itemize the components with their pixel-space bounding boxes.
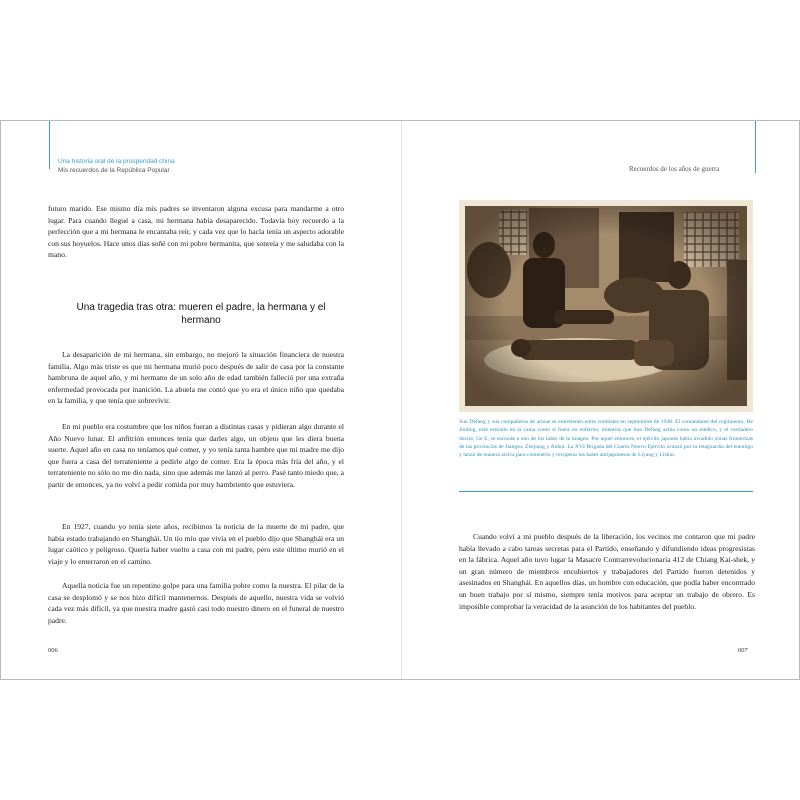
page-number-left: 006 <box>48 647 58 654</box>
chapter-title: Recuerdos de los años de guerra <box>629 165 720 173</box>
book-title: Una historia oral de la prosperidad china <box>58 158 175 165</box>
paragraph-3: En 1927, cuando yo tenía siete años, recibimos la noticia de la muerte de mi padre, que había estado trabajando en Shanghái. Un tío mío que vivía en el pueblo dijo que Shanghái era un lugar caótico y peligroso. Quería haber vuelto a casa con mi padre, pero este último murió en el viaje y lo enterraron en el camino. <box>48 522 344 566</box>
intro-paragraph: futuro marido. Ese mismo día mis padres se inventaron alguna excusa para mandarme a otro lugar. Para cuando llegué a casa, mi hermana había desaparecido. Todavía hoy recuerdo a la perfección que a mi hermana le encantaba reír, y cada vez que lo hacía tenía un aspecto adorable con sus hoyuelos. Hace unos días soñé con mi pobre hermanita, que sonreía y me saludaba con la mano. <box>48 204 344 260</box>
photo-caption: Sun Defang y sus compañeros de armas se entretienen entre combates en septiembre de 1940. El comandante del regimiento, He Jinding, está estirado en la cama como si fuera un enfermo, mientras que Sun Defang actúa como un médico, y el verdadero doctor, Ge E, se esconde a uno de los lados de la imagen. Por aquel entonces, el ejército japonés había invadido zonas fronterizas de las provincias de Jiangsu, Zhejiang y Anhui. La XVI Brigada del Cuarto Nuevo Ejército avanzó por la retaguardia del enemigo y lanzó de manera activa para contenerlo y recuperar las bases antijaponesas de Liyang y Lishui. <box>459 419 753 459</box>
section-heading: Una tragedia tras otra: mueren el padre, la hermana y el hermano <box>76 302 326 326</box>
page-gutter <box>401 121 402 679</box>
book-subtitle: Mis recuerdos de la República Popular <box>58 167 170 174</box>
caption-rule <box>459 491 753 492</box>
book-spread <box>0 120 800 680</box>
page-number-right: 007 <box>738 647 748 654</box>
paragraph-2: En mi pueblo era costumbre que los niños fueran a distintas casas y pidieran algo durante el Año Nuevo lunar. El anfitrión entonces tenía que darles algo, un objeto que les diera buena suerte. Aquel año en casa no teníamos qué comer, y yo tenía tanta hambre que mi madre me dijo que fuera a casa del terrateniente a pedirle algo de comer. Era la época más fría del año, y el terrateniente no sólo no me dio nada, sino que además me lanzó al perro. Pasé tanto miedo que, a partir de entonces, ya no volví a pedir comida por muy hambriento que estuviera. <box>48 422 344 489</box>
historical-photo <box>459 200 753 412</box>
header-rule-left <box>49 121 50 169</box>
header-rule-right <box>755 121 756 173</box>
paragraph-4: Aquella noticia fue un repentino golpe para una familia pobre como la nuestra. El pilar de la casa se desplomó y se nos hizo difícil mantenernos. Después de aquello, nuestra vida se volvió cada vez más difícil, ya que nuestra madre gastó casi todo nuestro dinero en el funeral de nuestro padre. <box>48 581 344 625</box>
right-paragraph: Cuando volví a mi pueblo después de la liberación, los vecinos me contaron que mi padre había llevado a cabo tareas secretas para el Partido, enseñando y difundiendo ideas progresistas en la fábrica. Aquel año tuvo lugar la Masacre Contrarrevolucionaria 412 de Chiang Kai-shek, y un gran número de miembros encubiertos y trabajadores del Partido fueron detenidos y asesinados en Shanghái. En aquellos días, un hombre con educación, que podía haber encontrado un buen trabajo por sí mismo, siempre tenía motivos para aceptar un trabajo de obrero. Es imposible comprobar la veracidad de la asunción de los habitantes del pueblo. <box>459 532 755 611</box>
paragraph-1: La desaparición de mi hermana, sin embargo, no mejoró la situación financiera de nuestra familia. Algo más triste es que mi hermana murió poco después de salir de casa por la constante hambruna de aquel año, y mi hermano de un solo año de edad también falleció por una extraña enfermedad provocada por inanición. La abuela me contó que yo era el único niño que quedaba en la familia, y que tenía que sobrevivir. <box>48 350 344 406</box>
